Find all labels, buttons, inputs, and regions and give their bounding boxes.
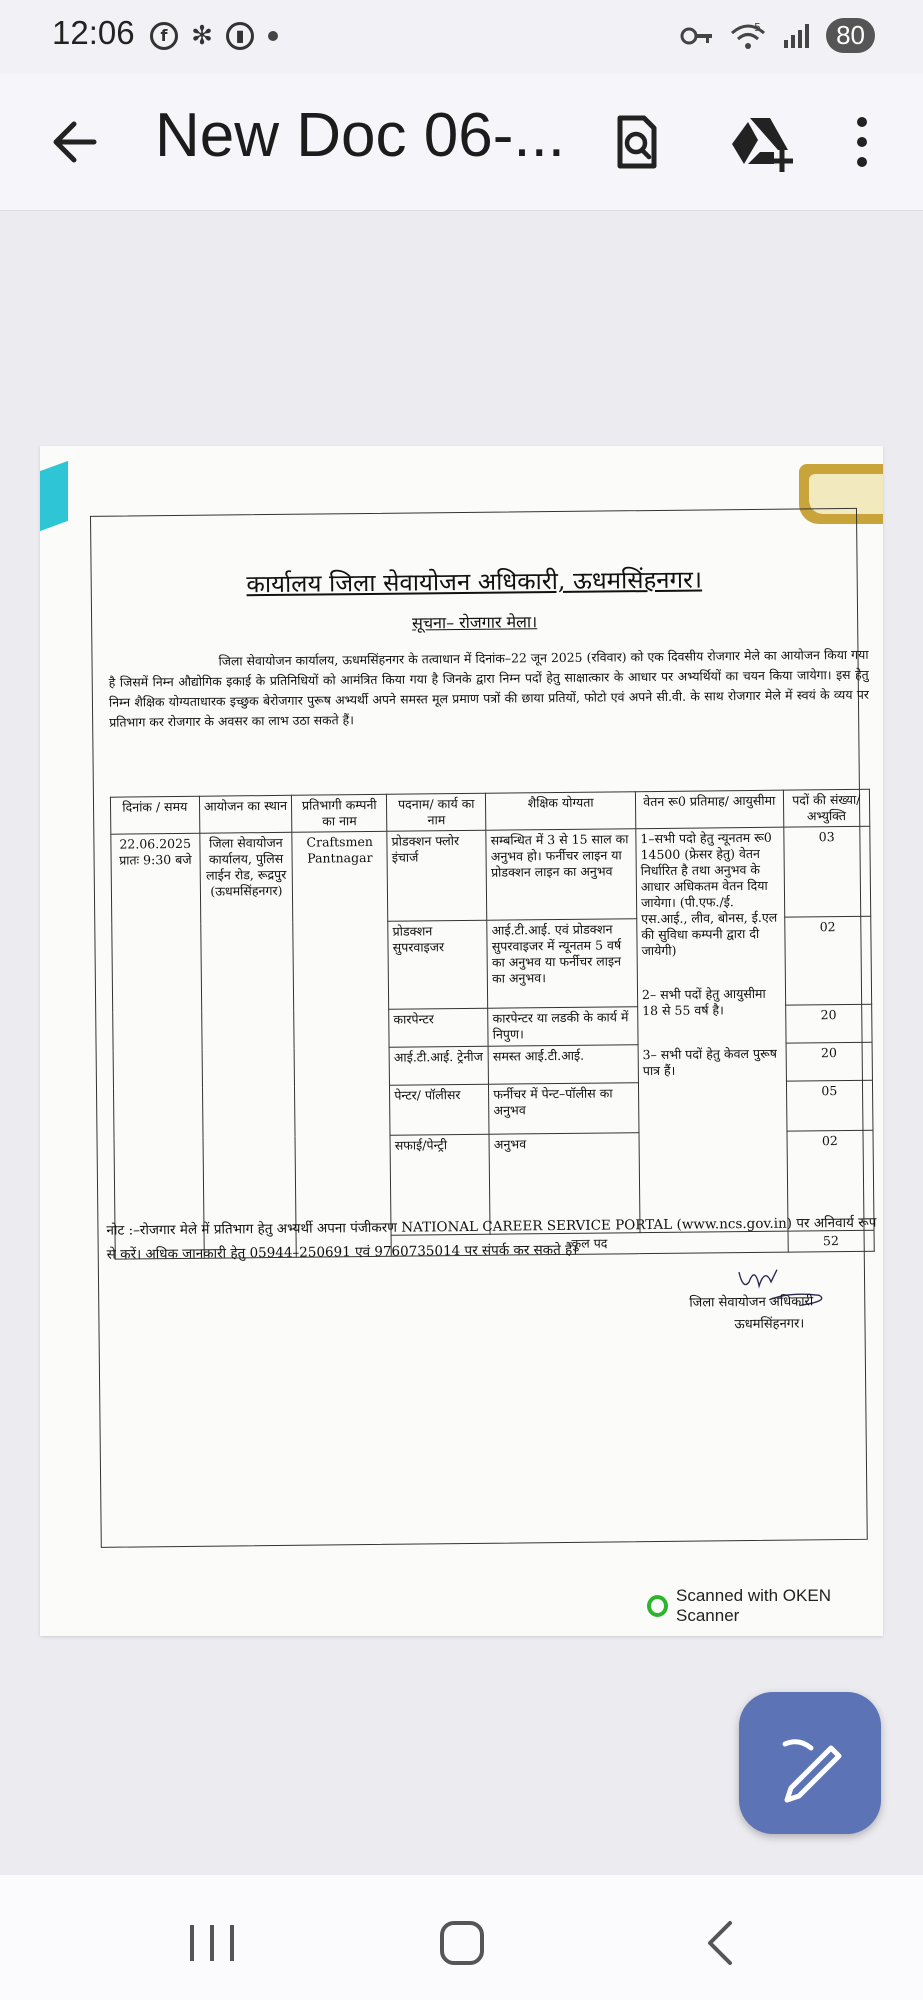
notice-note [106, 1211, 876, 1267]
scanner-label: Scanned with OKEN Scanner [676, 1586, 831, 1625]
phone-icon: ▮ [226, 22, 254, 50]
notice-paragraph: जिला सेवायोजन कार्यालय, ऊधमसिंहनगर के तत्वाधान में दिनांक–22 जून 2025 (रविवार) को एक दिवसीय रोजगार मेले का आयोजन किया गया है जिसमें निम्न औद्योगिक इकाई के प्रतिनिधियों को आमंत्रित किया गया है जिनके द्वारा निम्न पदों हेतु साक्षात्कार के आधार पर अभ्यर्थियों का चयन किया जायेगा। इस हेतु निम्न शैक्षिक योग्यताधारक इच्छुक बेरोजगार पुरूष अभ्यर्थी अपने समस्त मूल प्रमाण पत्रों की छाया प्रतियों, फोटो एवं अपने सी.वी. के साथ रोजगार मेले में स्वयं के व्यय पर प्रतिभाग कर रोजगार के अवसर का लाभ उठा सकते हैं। [108, 646, 870, 730]
note-prefix: नोट :–रोजगार मेले में प्रतिभाग हेतु अभ्यर्थी अपना पंजीकरण NATIONAL CAREER SERVICE PORTAL [106, 1216, 673, 1239]
count-cell: 20 [786, 1042, 873, 1081]
salary-note-3: 3– सभी पदों हेतु केवल पुरूष पात्र हैं। [642, 1045, 778, 1079]
event-time: प्रातः 9:30 बजे [119, 851, 192, 868]
header-cell: आयोजन का स्थान [199, 795, 292, 833]
back-arrow-icon[interactable] [46, 112, 106, 172]
facebook-icon: f [150, 22, 178, 50]
header-cell: दिनांक / समय [110, 796, 199, 834]
edit-fab[interactable] [739, 1692, 881, 1834]
post-cell: पेन्टर/ पॉलीसर [390, 1084, 490, 1135]
header-cell: वेतन रू0 प्रतिमाह/ आयुसीमा [635, 790, 783, 829]
event-date: 22.06.2025 [119, 835, 192, 852]
document-viewer[interactable] [0, 211, 923, 1875]
count-cell: 02 [784, 916, 871, 1005]
note-suffix: पर अनिवार्य रूप से करें। अधिक जानकारी हेतु 05944–250691 एवं 9760735014 पर संपर्क कर सकते हैं। [106, 1214, 877, 1263]
signature-title: जिला सेवायोजन अधिकारी [689, 1294, 814, 1311]
app-bar [0, 74, 923, 211]
oken-logo-icon [647, 1595, 668, 1617]
more-options-icon[interactable] [842, 110, 882, 174]
salary-cell [636, 827, 788, 1233]
ncs-link[interactable]: (www.ncs.gov.in) [676, 1215, 793, 1233]
document-title: New Doc 06-... [155, 101, 566, 170]
key-icon [680, 25, 714, 47]
qualification-cell: अनुभव [489, 1133, 640, 1235]
post-cell: सफाई/पेन्ट्री [390, 1134, 490, 1235]
notice-heading: कार्यालय जिला सेवायोजन अधिकारी, ऊधमसिंहनगर। [246, 565, 703, 599]
qualification-cell: फर्नीचर में पेन्ट–पॉलीस का अनुभव [489, 1083, 639, 1135]
scanned-page[interactable] [40, 446, 883, 1636]
qualification-cell: समस्त आई.टी.आई. [488, 1045, 638, 1085]
count-cell: 03 [783, 826, 870, 917]
system-nav-bar [0, 1875, 923, 2000]
wifi-label: 5 [754, 20, 762, 34]
header-cell: पदों की संख्या/ अभ्युक्ति [783, 789, 870, 827]
scanner-watermark [647, 1586, 883, 1626]
tape-left [40, 461, 68, 531]
qualification-cell: सम्बन्धित में 3 से 15 साल का अनुभव हो। फर्नीचर लाइन या प्रोडक्शन लाइन का अनुभव [486, 829, 637, 921]
post-cell: आई.टी.आई. ट्रेनीज [389, 1046, 488, 1085]
signature-location: ऊधमसिंहनगर। [734, 1316, 805, 1333]
count-cell: 05 [786, 1080, 873, 1131]
system-status-icons [680, 18, 875, 53]
header-cell: पदनाम/ कार्य का नाम [387, 793, 486, 831]
wifi-icon [728, 19, 768, 53]
post-cell: कारपेन्टर [389, 1008, 488, 1047]
recent-apps-icon[interactable] [182, 1913, 242, 1973]
qualification-cell: कारपेन्टर या लडकी के कार्य में निपुण। [488, 1007, 638, 1047]
company-cell: Craftsmen Pantnagar [292, 831, 391, 1257]
battery-level: 80 [826, 18, 875, 53]
more-notifications-dot [268, 31, 278, 41]
notice-border [90, 508, 877, 1548]
edit-pen-icon [739, 1692, 881, 1834]
table-row [111, 826, 871, 924]
home-icon[interactable] [432, 1913, 492, 1973]
salary-note-2: 2– सभी पदों हेतु आयुसीमा 18 से 55 वर्ष है। [641, 985, 766, 1019]
google-drive-add-icon[interactable] [726, 110, 800, 174]
status-bar [0, 0, 923, 74]
pinwheel-icon: ✻ [191, 21, 213, 51]
header-cell: प्रतिभागी कम्पनी का नाम [292, 794, 387, 832]
salary-note-1: 1–सभी पदो हेतु न्यूनतम रू0 14500 (फ्रेसर हेतु) वेतन निर्धारित है तथा अनुभव के आधार अधिकतम वेतन दिया जायेगा। (पी.एफ./ई. एस.आई., लीव, बोनस, ई.एल की सुविधा कम्पनी द्वारा दी जायेगी) [640, 829, 778, 959]
signal-icon [782, 22, 812, 50]
back-nav-icon[interactable] [692, 1913, 752, 1973]
job-table [110, 789, 875, 1260]
count-cell: 20 [785, 1004, 872, 1043]
venue-cell: जिला सेवायोजन कार्यालय, पुलिस लाईन रोड, रूद्रपुर (ऊधमसिंहनगर) [199, 832, 296, 1258]
count-cell: 02 [787, 1130, 875, 1231]
date-time-cell [111, 833, 204, 1259]
header-cell: शैक्षिक योग्यता [486, 792, 636, 831]
post-cell: प्रोडक्शन सुपरवाइजर [388, 920, 488, 1009]
notice-paper [80, 508, 877, 1546]
notification-icons [150, 22, 278, 50]
search-document-icon[interactable] [604, 110, 668, 174]
notice-subheading: सूचना– रोजगार मेला। [412, 612, 538, 633]
post-cell: प्रोडक्शन फ्लोर इंचार्ज [387, 830, 487, 921]
status-time: 12:06 [52, 14, 135, 51]
total-value: 52 [788, 1230, 875, 1252]
qualification-cell: आई.टी.आई. एवं प्रोडक्शन सुपरवाइजर में न्यूनतम 5 वर्ष का अनुभव या फर्नीचर लाइन का अनुभव। [487, 919, 638, 1009]
total-label: कुल पद [391, 1231, 788, 1256]
